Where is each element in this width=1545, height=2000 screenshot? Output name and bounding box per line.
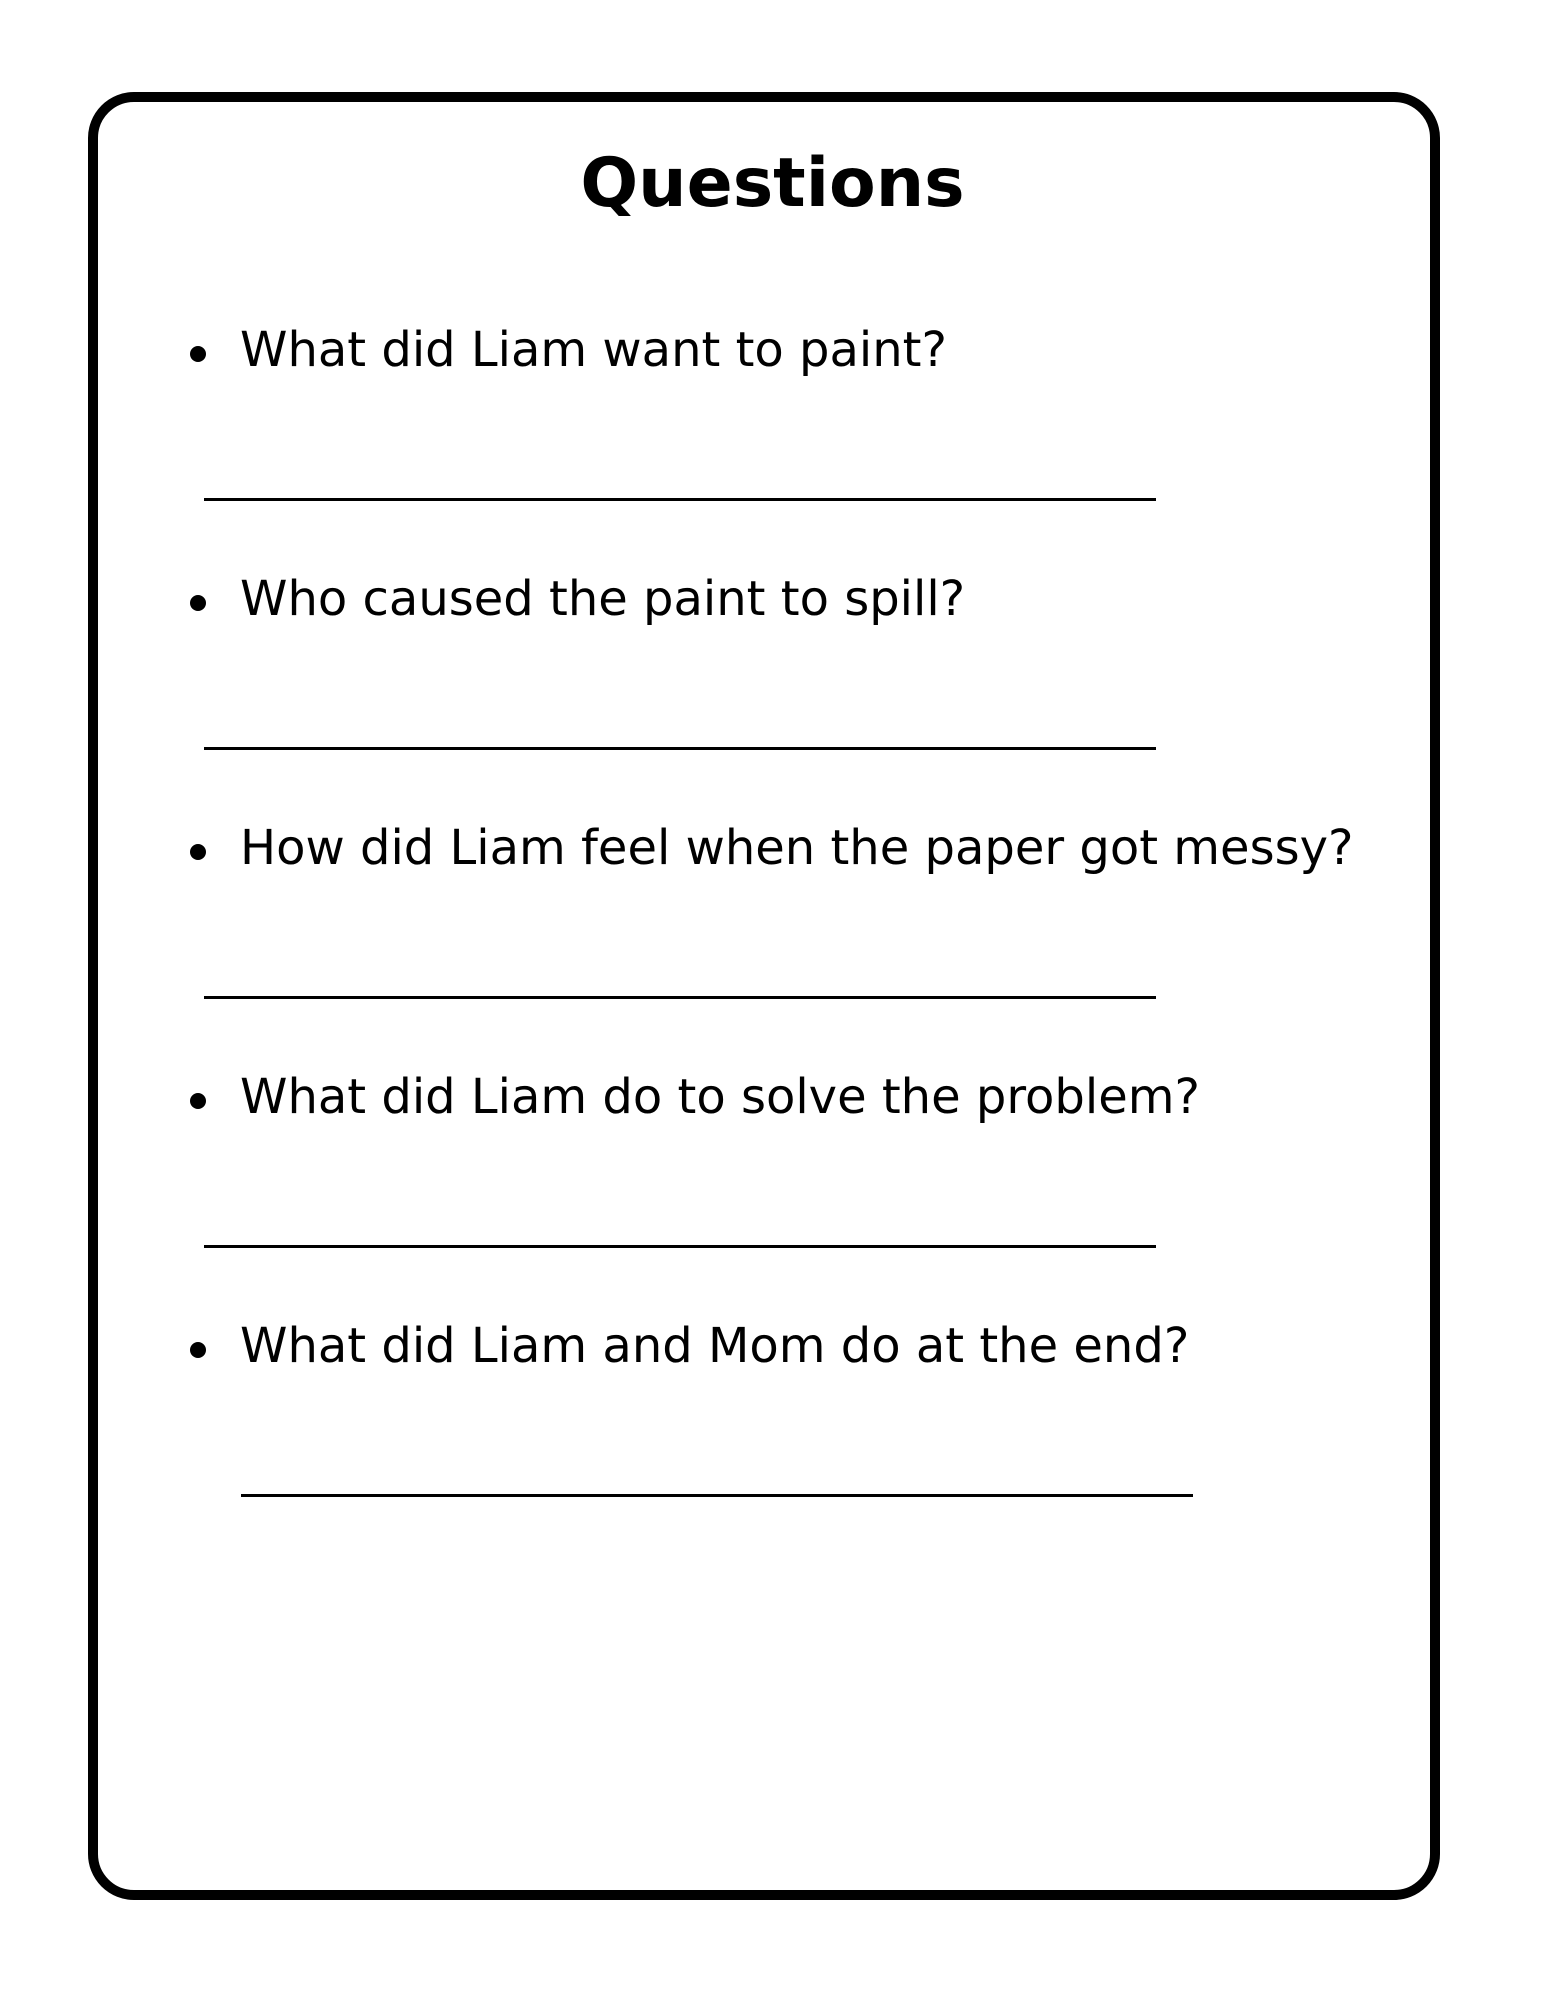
bullet-icon xyxy=(190,1342,206,1358)
question-text: What did Liam want to paint? xyxy=(240,322,947,378)
answer-line[interactable] xyxy=(204,996,1156,999)
page-title: Questions xyxy=(580,144,965,223)
question-text: How did Liam feel when the paper got messy? xyxy=(240,820,1354,876)
question-text: What did Liam do to solve the problem? xyxy=(240,1069,1200,1125)
bullet-icon xyxy=(190,1093,206,1109)
question-text: What did Liam and Mom do at the end? xyxy=(240,1318,1190,1374)
answer-line[interactable] xyxy=(204,747,1156,750)
bullet-icon xyxy=(190,844,206,860)
question-text: Who caused the paint to spill? xyxy=(240,571,966,627)
bullet-icon xyxy=(190,595,206,611)
answer-line[interactable] xyxy=(204,498,1156,501)
answer-line[interactable] xyxy=(204,1245,1156,1248)
bullet-icon xyxy=(190,346,206,362)
answer-line[interactable] xyxy=(241,1494,1193,1497)
